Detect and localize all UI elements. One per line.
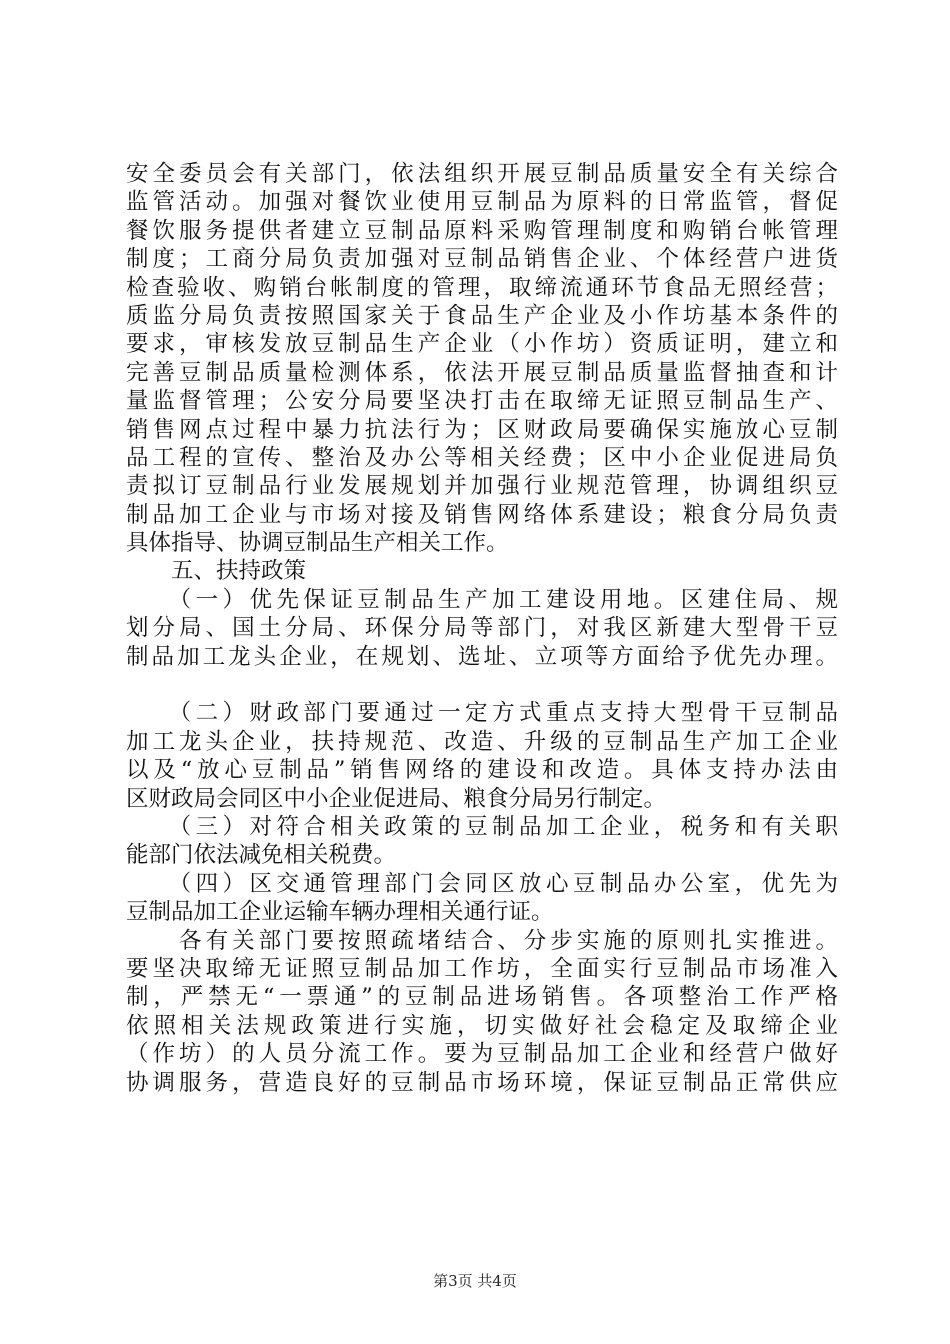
body-line: （三）对符合相关政策的豆制品加工企业，税务和有关职 [126, 813, 838, 840]
body-line: 餐饮服务提供者建立豆制品原料采购管理制度和购销台帐管理 [126, 217, 838, 244]
body-line: 能部门依法减免相关税费。 [126, 842, 397, 869]
body-line: （作坊）的人员分流工作。要为豆制品加工企业和经营户做好 [126, 1041, 838, 1068]
body-line: 协调服务，营造良好的豆制品市场环境，保证豆制品正常供应 [126, 1069, 838, 1096]
body-line: 监管活动。加强对餐饮业使用豆制品为原料的日常监管，督促 [126, 189, 838, 216]
body-line: 完善豆制品质量检测体系，依法开展豆制品质量监督抽查和计 [126, 359, 838, 386]
body-line: （二）财政部门要通过一定方式重点支持大型骨干豆制品 [126, 700, 838, 727]
body-line: （四）区交通管理部门会同区放心豆制品办公室，优先为 [126, 870, 838, 897]
body-line: 安全委员会有关部门，依法组织开展豆制品质量安全有关综合 [126, 161, 838, 187]
body-line: 各有关部门要按照疏堵结合、分步实施的原则扎实推进。 [126, 927, 838, 954]
body-line: （一）优先保证豆制品生产加工建设用地。区建住局、规 [126, 586, 838, 613]
body-line: 制品加工企业与市场对接及销售网络体系建设；粮食分局负责 [126, 501, 838, 528]
body-line: 要求，审核发放豆制品生产企业（小作坊）资质证明，建立和 [126, 331, 838, 358]
body-line: 具体指导、协调豆制品生产相关工作。 [126, 530, 509, 557]
body-line: 制品加工龙头企业，在规划、选址、立项等方面给予优先办理。 [126, 643, 838, 670]
body-line: 区财政局会同区中小企业促进局、粮食分局另行制定。 [126, 785, 667, 812]
body-line: 品工程的宣传、整治及办公等相关经费；区中小企业促进局负 [126, 444, 838, 471]
body-line: 加工龙头企业，扶持规范、改造、升级的豆制品生产加工企业 [126, 728, 838, 755]
page-footer: 第3页 共4页 [433, 1272, 517, 1290]
body-line: 制度；工商分局负责加强对豆制品销售企业、个体经营户进货 [126, 246, 838, 273]
body-line: 检查验收、购销台帐制度的管理，取缔流通环节食品无照经营； [126, 274, 838, 301]
body-line: 划分局、国土分局、环保分局等部门，对我区新建大型骨干豆 [126, 615, 838, 642]
body-line: 以及“放心豆制品”销售网络的建设和改造。具体支持办法由 [126, 757, 838, 784]
body-line: 要坚决取缔无证照豆制品加工作坊，全面实行豆制品市场准入 [126, 955, 838, 982]
body-line: 制，严禁无“一票通”的豆制品进场销售。各项整治工作严格 [126, 984, 838, 1011]
blank-line [126, 671, 838, 699]
body-line: 量监督管理；公安分局要坚决打击在取缔无证照豆制品生产、 [126, 388, 838, 415]
body-line: 依照相关法规政策进行实施，切实做好社会稳定及取缔企业 [126, 1012, 838, 1039]
body-line: 质监分局负责按照国家关于食品生产企业及小作坊基本条件的 [126, 302, 838, 329]
body-line: 销售网点过程中暴力抗法行为；区财政局要确保实施放心豆制 [126, 416, 838, 443]
document-body [126, 160, 838, 1097]
body-line: 责拟订豆制品行业发展规划并加强行业规范管理，协调组织豆 [126, 473, 838, 500]
body-line: 豆制品加工企业运输车辆办理相关通行证。 [126, 899, 554, 926]
section-heading: 五、扶持政策 [126, 558, 307, 585]
